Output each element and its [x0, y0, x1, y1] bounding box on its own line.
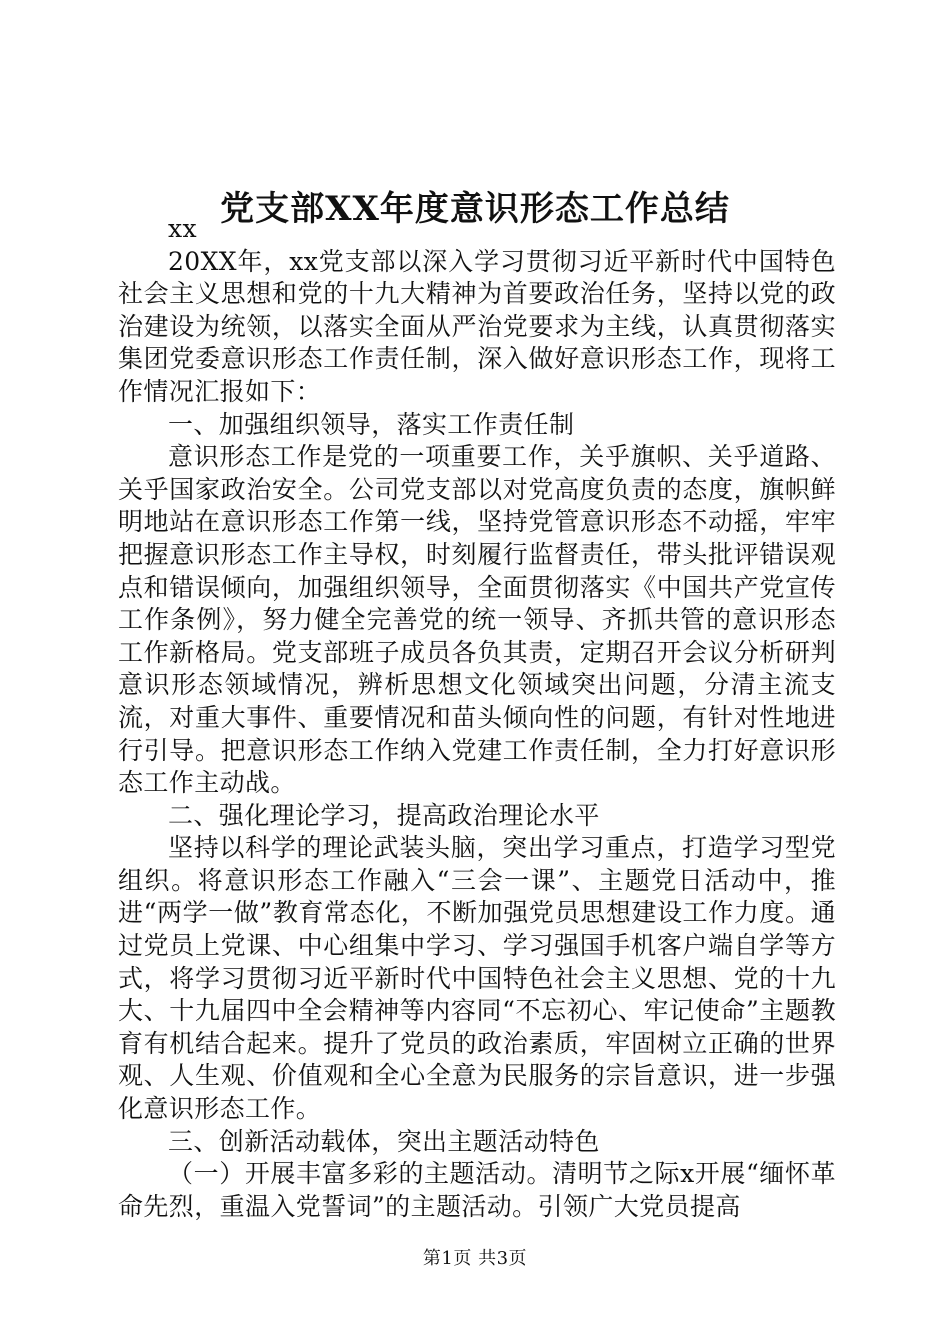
- section-heading-2: 二、强化理论学习，提高政治理论水平: [168, 800, 600, 830]
- page-number: 第1页 共3页: [422, 1248, 528, 1269]
- intro-paragraph: 20XX年，xx党支部以深入学习贯彻习近平新时代中国特色社会主义思想和党的十九大精神为首要政治任务，坚持以党的政治建设为统领，以落实全面从严治党要求为主线，认真贯彻落实集团党委意识形态工作责任制，深入做好意识形态工作，现将工作情况汇报如下：: [118, 246, 836, 406]
- section-heading-3: 三、创新活动载体，突出主题活动特色: [168, 1126, 600, 1156]
- section-1-paragraph: 意识形态工作是党的一项重要工作，关乎旗帜、关乎道路、关乎国家政治安全。公司党支部以对党高度负责的态度，旗帜鲜明地站在意识形态工作第一线，坚持党管意识形态不动摇，牢牢把握意识形态工作主导权，时刻履行监督责任，带头批评错误观点和错误倾向，加强组织领导，全面贯彻落实《中国共产党宣传工作条例》，努力健全完善党的统一领导、齐抓共管的意识形态工作新格局。党支部班子成员各负其责，定期召开会议分析研判意识形态领域情况，辨析思想文化领域突出问题，分清主流支流，对重大事件、重要情况和苗头倾向性的问题，有针对性地进行引导。把意识形态工作纳入党建工作责任制，全力打好意识形态工作主动战。: [118, 442, 836, 798]
- author-line: xx: [168, 214, 197, 243]
- document-body: [118, 213, 836, 1223]
- section-2-paragraph: 坚持以科学的理论武装头脑，突出学习重点，打造学习型党组织。将意识形态工作融入“三会一课”、主题党日活动中，推进“两学一做”教育常态化，不断加强党员思想建设工作力度。通过党员上党课、中心组集中学习、学习强国手机客户端自学等方式，将学习贯彻习近平新时代中国特色社会主义思想、党的十九大、十九届四中全会精神等内容同“不忘初心、牢记使命”主题教育有机结合起来。提升了党员的政治素质，牢固树立正确的世界观、人生观、价值观和全心全意为民服务的宗旨意识，进一步强化意识形态工作。: [118, 833, 836, 1124]
- document-title: 党支部XX年度意识形态工作总结: [220, 189, 730, 229]
- section-3-paragraph: （一）开展丰富多彩的主题活动。清明节之际x开展“缅怀革命先烈，重温入党誓词”的主题活动。引领广大党员提高: [118, 1159, 836, 1221]
- section-heading-1: 一、加强组织领导，落实工作责任制: [168, 409, 575, 439]
